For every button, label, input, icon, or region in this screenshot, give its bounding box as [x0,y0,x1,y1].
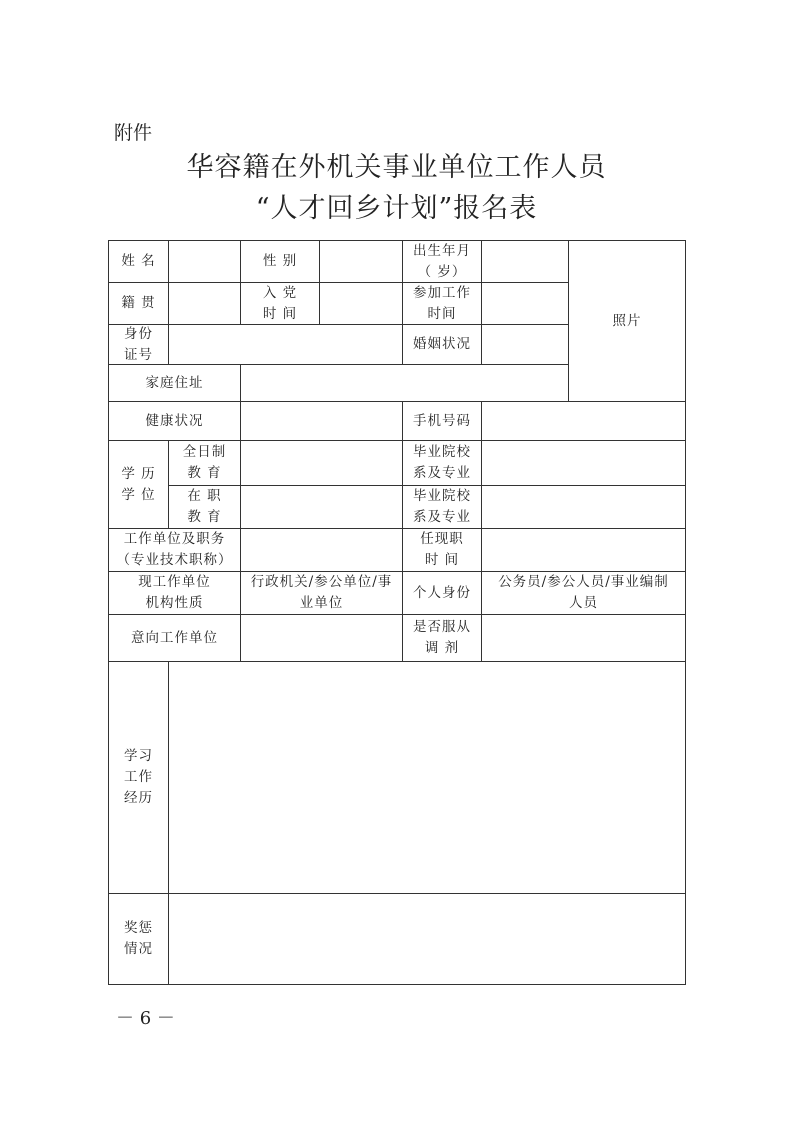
photo-box: 照片 [568,240,686,402]
field-address[interactable] [240,364,569,402]
field-personal-status[interactable]: 公务员/参公人员/事业编制 人员 [481,571,686,615]
field-id-number[interactable] [168,324,403,365]
label-health: 健康状况 [108,401,241,441]
field-employer-position[interactable] [240,528,403,572]
form-title-line2: “人才回乡计划”报名表 [255,193,538,224]
field-rewards-penalties[interactable] [168,893,686,985]
field-gender[interactable] [319,240,403,283]
label-employer-position: 工作单位及职务 （专业技术职称） [108,528,241,572]
field-fulltime[interactable] [240,440,403,486]
label-name: 姓 名 [108,240,169,283]
label-fulltime: 全日制 教 育 [168,440,241,486]
label-education: 学 历 学 位 [108,440,169,529]
page-number: － 6 － [116,1008,175,1029]
label-intended-employer: 意向工作单位 [108,614,241,662]
field-graduate-school-1[interactable] [481,440,686,486]
field-work-start[interactable] [481,282,569,325]
field-birth[interactable] [481,240,569,283]
label-native-place: 籍 贯 [108,282,169,325]
label-inservice: 在 职 教 育 [168,485,241,529]
label-graduate-school-1: 毕业院校 系及专业 [402,440,482,486]
label-phone: 手机号码 [402,401,482,441]
label-org-nature: 现工作单位 机构性质 [108,571,241,615]
field-phone[interactable] [481,401,686,441]
label-gender: 性 别 [240,240,320,283]
label-current-post-time: 任现职 时 间 [402,528,482,572]
field-native-place[interactable] [168,282,241,325]
form-title-line1: 华容籍在外机关事业单位工作人员 [186,152,607,183]
field-party-date[interactable] [319,282,403,325]
label-marital: 婚姻状况 [402,324,482,365]
attachment-label: 附件 [114,122,153,144]
field-study-work-history[interactable] [168,661,686,894]
label-graduate-school-2: 毕业院校 系及专业 [402,485,482,529]
label-personal-status: 个人身份 [402,571,482,615]
field-accept-adjustment[interactable] [481,614,686,662]
label-rewards-penalties: 奖惩 情况 [108,893,169,985]
label-study-work-history: 学习 工作 经历 [108,661,169,894]
field-marital[interactable] [481,324,569,365]
field-graduate-school-2[interactable] [481,485,686,529]
field-intended-employer[interactable] [240,614,403,662]
field-org-nature[interactable]: 行政机关/参公单位/事 业单位 [240,571,403,615]
field-name[interactable] [168,240,241,283]
field-inservice[interactable] [240,485,403,529]
label-accept-adjustment: 是否服从 调 剂 [402,614,482,662]
field-current-post-time[interactable] [481,528,686,572]
label-work-start: 参加工作 时间 [402,282,482,325]
label-id-number: 身份 证号 [108,324,169,365]
label-birth: 出生年月 （ 岁） [402,240,482,283]
field-health[interactable] [240,401,403,441]
label-party-date: 入 党 时 间 [240,282,320,325]
label-address: 家庭住址 [108,364,241,402]
